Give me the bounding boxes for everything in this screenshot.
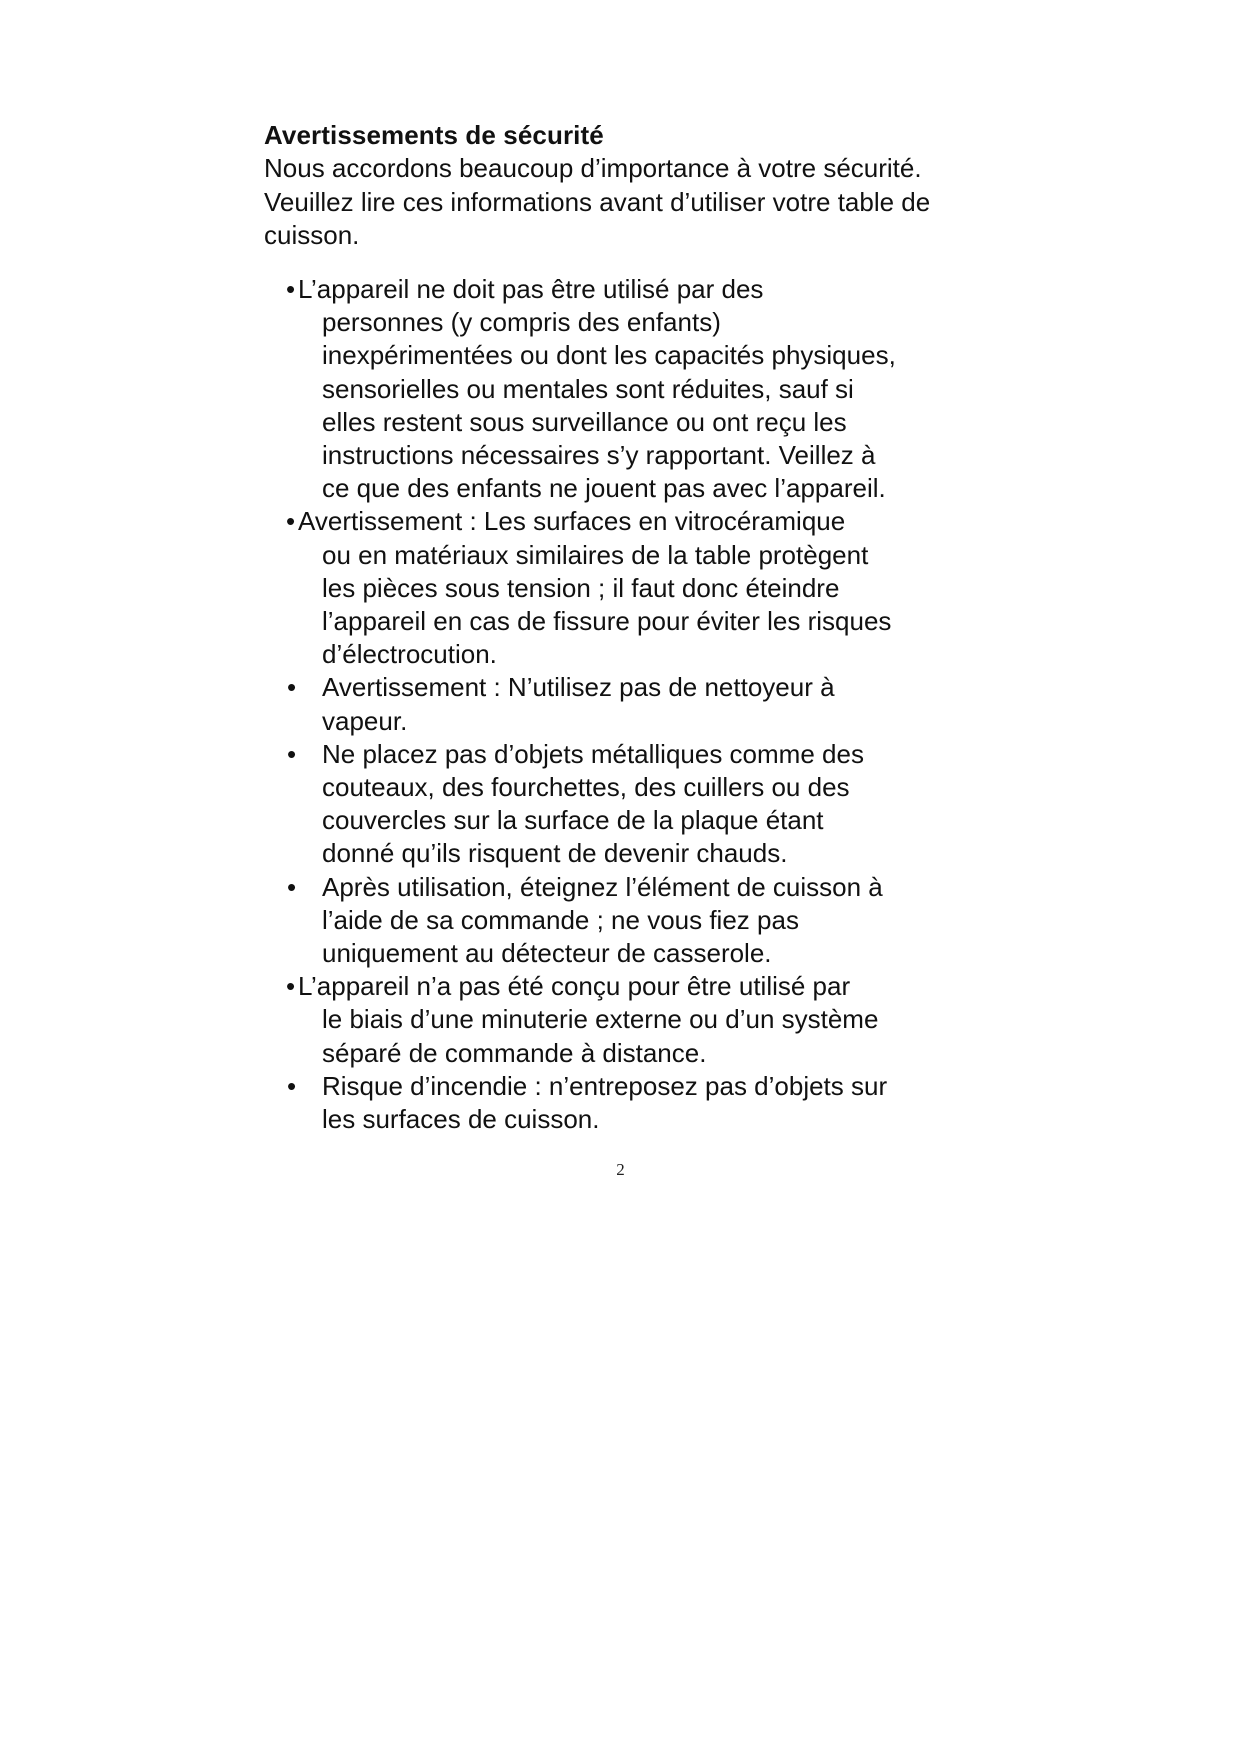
bullet-icon: •: [287, 672, 297, 703]
warning-item: [264, 871, 1064, 971]
intro-paragraph: [264, 152, 1064, 253]
warning-line: Ne placez pas d’objets métalliques comme des: [322, 738, 864, 769]
bullet-icon: •: [287, 871, 297, 902]
document-content: [264, 118, 1064, 1135]
warning-line: vapeur.: [322, 705, 408, 736]
warning-line: les pièces sous tension ; il faut donc éteindre: [322, 572, 840, 603]
warning-line: couvercles sur la surface de la plaque étant: [322, 805, 824, 836]
bullet-icon: •: [287, 1070, 297, 1101]
warning-item: [264, 738, 1064, 871]
warning-line: L’appareil ne doit pas être utilisé par des: [298, 274, 764, 304]
warning-line: instructions nécessaires s’y rapportant. Veillez à: [322, 440, 876, 471]
warning-item: [264, 1070, 1064, 1136]
warning-line: uniquement au détecteur de casserole.: [322, 938, 772, 969]
warning-line: ou en matériaux similaires de la table protègent: [322, 539, 869, 570]
warning-line: d’électrocution.: [322, 639, 497, 670]
warning-line: Avertissement : N’utilisez pas de nettoyeur à: [322, 672, 835, 703]
warning-line: L’appareil n’a pas été conçu pour être utilisé par: [298, 971, 851, 1002]
intro-line: Nous accordons beaucoup d’importance à votre sécurité.: [264, 153, 922, 183]
warning-item: [264, 273, 1064, 505]
warning-line: Avertissement : Les surfaces en vitrocéramique: [298, 506, 846, 537]
warning-line: l’appareil en cas de fissure pour éviter les risques: [322, 606, 892, 637]
bullet-icon: •: [286, 506, 296, 537]
warning-item: [264, 970, 1064, 1070]
warning-line: couteaux, des fourchettes, des cuillers ou des: [322, 772, 850, 803]
warning-line: Après utilisation, éteignez l’élément de cuisson à: [322, 871, 883, 902]
warning-line: les surfaces de cuisson.: [322, 1104, 600, 1135]
warning-line: sensorielles ou mentales sont réduites, sauf si: [322, 373, 854, 404]
warning-list: [264, 273, 1064, 1136]
warning-line: personnes (y compris des enfants): [322, 307, 721, 338]
warning-line: inexpérimentées ou dont les capacités physiques,: [322, 340, 896, 371]
page-title: Avertissements de sécurité: [264, 120, 604, 150]
warning-item: [264, 671, 1064, 737]
warning-line: séparé de commande à distance.: [322, 1037, 707, 1068]
intro-line: Veuillez lire ces informations avant d’utiliser votre table de: [264, 186, 931, 217]
warning-line: elles restent sous surveillance ou ont reçu les: [322, 406, 847, 437]
warning-line: l’aide de sa commande ; ne vous fiez pas: [322, 904, 799, 935]
warning-line: le biais d’une minuterie externe ou d’un système: [322, 1004, 879, 1035]
warning-item: [264, 505, 1064, 671]
bullet-icon: •: [286, 274, 296, 304]
intro-line: cuisson.: [264, 220, 360, 250]
warning-line: ce que des enfants ne jouent pas avec l’appareil.: [322, 473, 886, 504]
page-number: 2: [616, 1160, 625, 1179]
bullet-icon: •: [287, 738, 297, 769]
warning-line: donné qu’ils risquent de devenir chauds.: [322, 838, 788, 869]
warning-line: Risque d’incendie : n’entreposez pas d’objets sur: [322, 1070, 888, 1101]
bullet-icon: •: [286, 971, 296, 1002]
